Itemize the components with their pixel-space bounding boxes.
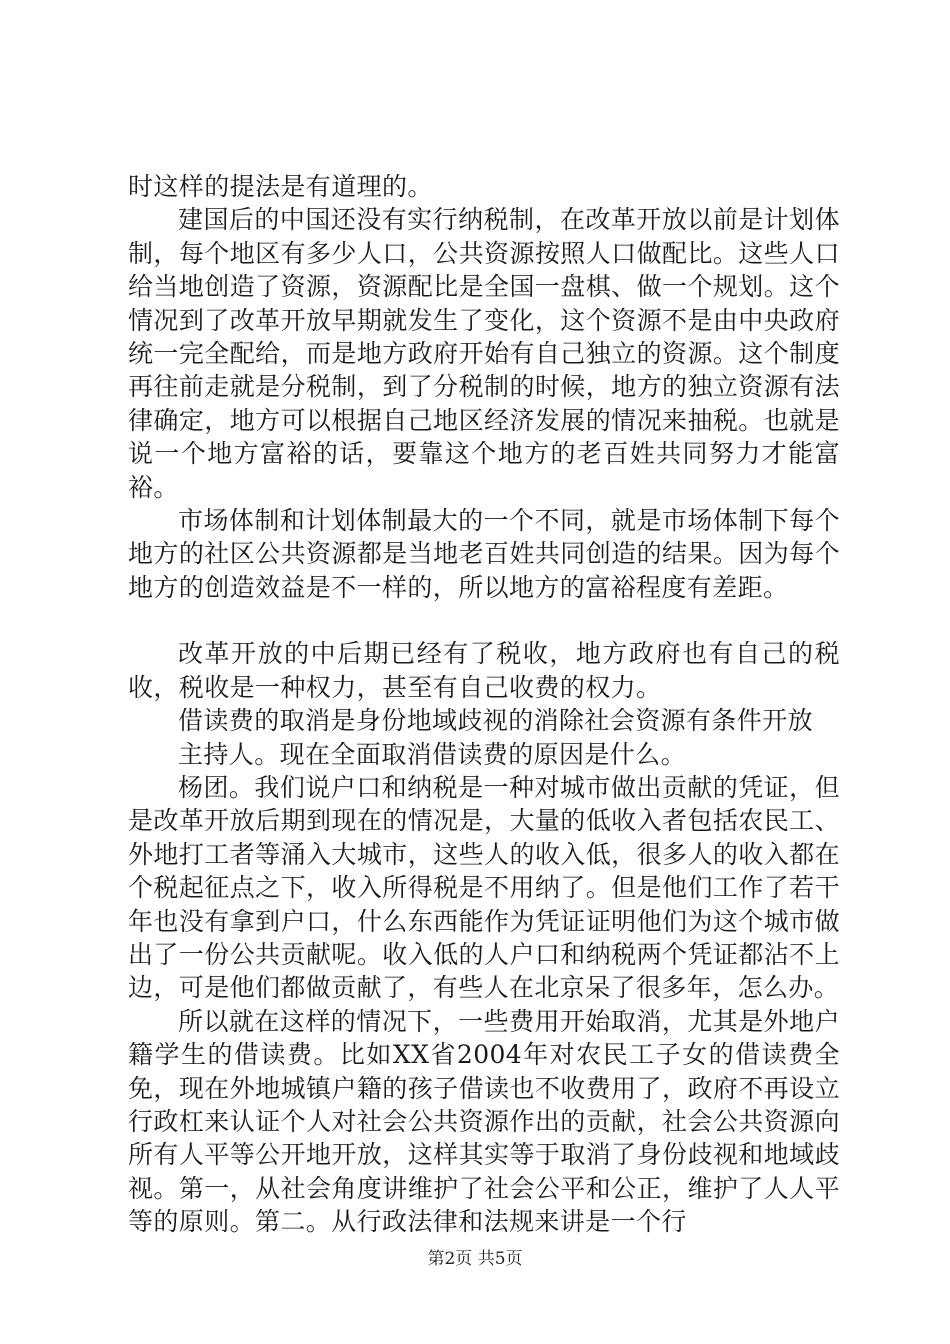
paragraph-2: 建国后的中国还没有实行纳税制，在改革开放以前是计划体制，每个地区有多少人口，公共资源按照人口做配比。这些人口给当地创造了资源，资源配比是全国一盘棋、做一个规划。这个情况到了改革开放早期就发生了变化，这个资源不是由中央政府统一完全配给，而是地方政府开始有自己独立的资源。这个制度再往前走就是分税制，到了分税制的时候，地方的独立资源有法律确定，地方可以根据自己地区经济发展的情况来抽税。也就是说一个地方富裕的话，要靠这个地方的老百姓共同努力才能富裕。 <box>128 205 840 502</box>
paragraph-host-question: 主持人。现在全面取消借读费的原因是什么。 <box>178 739 687 769</box>
page-footer <box>0 1244 950 1269</box>
paragraph-yang-answer: 杨团。我们说户口和纳税是一种对城市做出贡献的凭证，但是改革开放后期到现在的情况是，大量的低收入者包括农民工、外地打工者等涌入大城市，这些人的收入低，很多人的收入都在个税起征点之下，收入所得税是不用纳了。但是他们工作了若干年也没有拿到户口，什么东西能作为凭证证明他们为这个城市做出了一份公共贡献呢。收入低的人户口和纳税两个凭证都沾不上边，可是他们都做贡献了，有些人在北京呆了很多年，怎么办。 <box>128 772 840 1003</box>
paragraph-spacer <box>128 604 840 637</box>
page-total: 共5页 <box>477 1249 523 1269</box>
section-heading: 借读费的取消是身份地域歧视的消除社会资源有条件开放 <box>178 706 814 736</box>
paragraph-8: 所以就在这样的情况下，一些费用开始取消，尤其是外地户籍学生的借读费。比如XX省2004年对农民工子女的借读费全免，现在外地城镇户籍的孩子借读也不收费用了，政府不再设立行政杠来认证个人对社会公共资源作出的贡献，社会公共资源向所有人平等公开地开放，这样其实等于取消了身份歧视和地域歧视。第一，从社会角度讲维护了社会公平和公正，维护了人人平等的原则。第二。从行政法律和法规来讲是一个行 <box>128 1006 840 1237</box>
paragraph-4: 改革开放的中后期已经有了税收，地方政府也有自己的税收，税收是一种权力，甚至有自己收费的权力。 <box>128 639 840 702</box>
paragraph-1: 时这样的提法是有道理的。 <box>128 172 433 201</box>
paragraph-3: 市场体制和计划体制最大的一个不同，就是市场体制下每个地方的社区公共资源都是当地老百姓共同创造的结果。因为每个地方的创造效益是不一样的，所以地方的富裕程度有差距。 <box>128 506 840 602</box>
document-body <box>128 170 840 1239</box>
page-number: 第2页 <box>427 1249 473 1269</box>
